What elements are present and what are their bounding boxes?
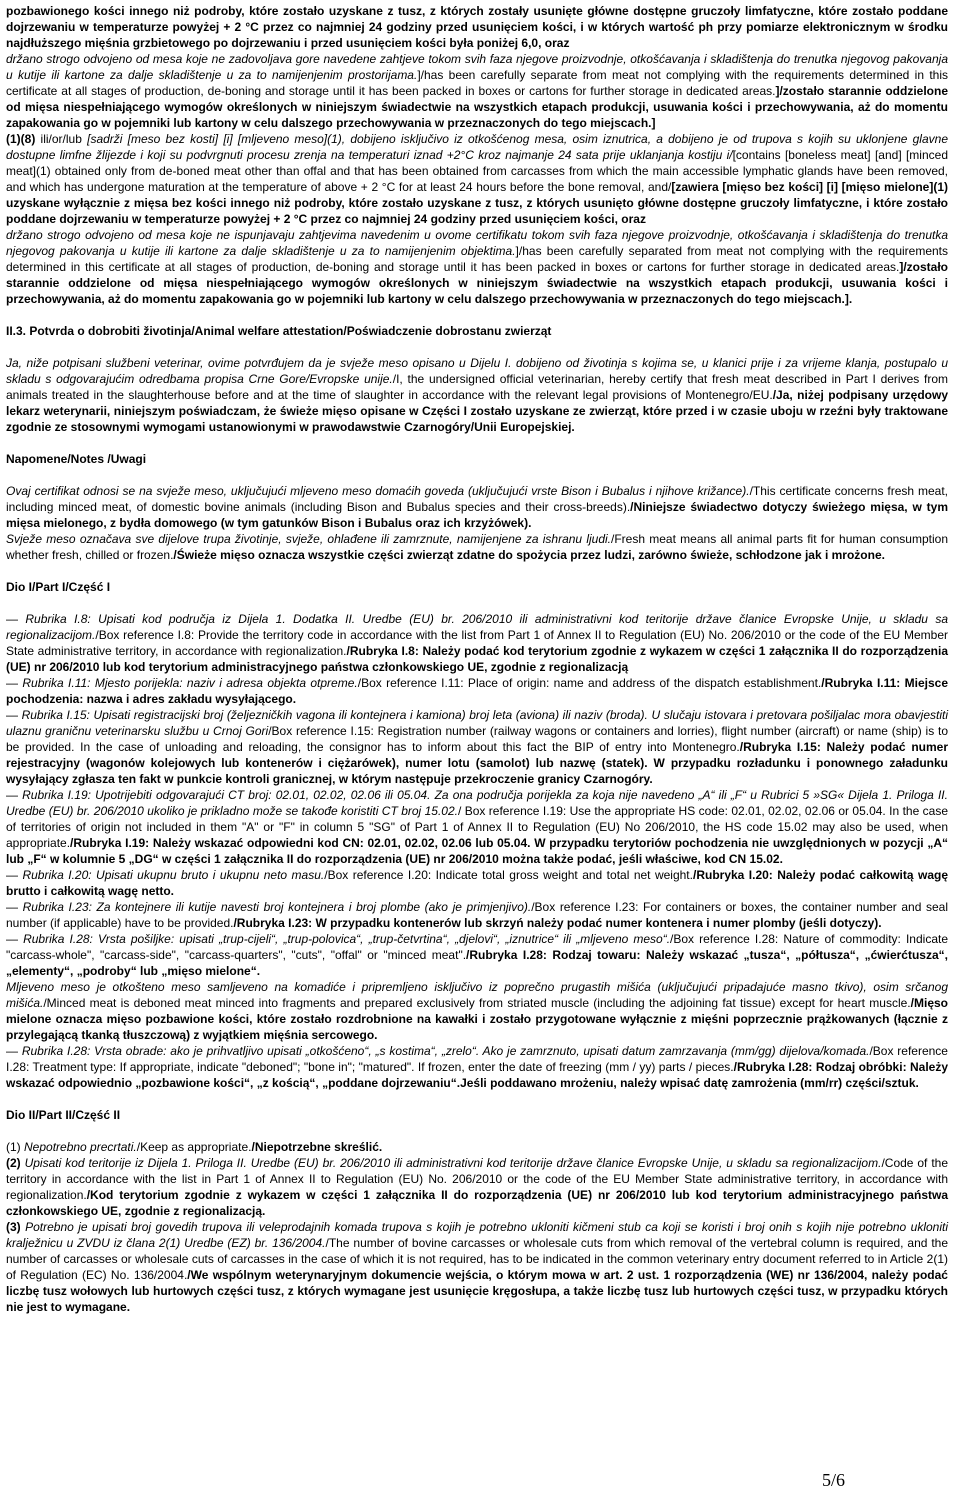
text-run: Rubrika I.23: Za kontejnere ili kutije navesti broj kontejnera i broj plombe (ako je primjenjivo). [22, 900, 532, 914]
text-run: (2) [6, 1156, 25, 1170]
text-run: ]/zostało starannie oddzielone od mięsa niespełniającego wymogów określonych w niniejszym świadectwie na wszystkich etapach produkcji, usuwania kości i przechowywania, aż do momentu zapakowania go w pojemniki lub kartony w celu dalszego przechowywania w przeznaczonych do tego miejscach.]. [6, 260, 948, 306]
page-number: 5/6 [822, 1470, 846, 1490]
text-run: — [6, 868, 23, 882]
text-run: /Box reference I.28: Treatment type: If appropriate, indicate "deboned"; "bone in"; "matured". If frozen, enter the date of freezing (mm / yy) parts / pieces. [6, 1044, 948, 1074]
text-run: držano strogo odvojeno od mesa koje ne zadovoljava gore navedene zahtjeve tokom svih faza njegove proizvodnje, otkošćavanja i skladištenja do trenutka njegovog pakovanja u kutije ili kartone za dalje skladištenje u za to namijenjenim prostorijama. [6, 52, 948, 82]
text-run: /Box reference I.11: Place of origin: name and address of the dispatch establishment. [357, 676, 822, 690]
paragraph [6, 3, 948, 51]
text-run: ]/has been carefully separated from meat not complying with the requirements determined in this certificate at all stages of production, de-boning and storage until it has been packed in boxes or cartons for further storage in dedicated areas. [6, 244, 949, 274]
text-run: Potrebno je upisati broj govedih trupova ili veleprodajnih komada trupova s kojih je potrebno ukloniti kičmeni stub ca koji se koristi i broj onih s kojih nije potrebno ukloniti kralježnicu u ZVDU iz člana 2(1) Uredbe (EZ) br. 136/2004. [6, 1220, 949, 1250]
paragraph [6, 227, 948, 307]
footnote [6, 1139, 948, 1155]
text-run: — [6, 612, 26, 626]
paragraph [6, 131, 948, 227]
text-run: /Rubryka I.19: Należy wskazać odpowiedni kod CN: 02.01, 02.02, 02.06 lub 05.04. W przypadku terytoriów pochodzenia nie uwzględnionych w pozycji „A“ lub „F“ w kolumnie 5 „DG“ w części 1 załącznika II do rozporządzenia (UE) nr 206/2010 można także podać, jeśli właściwe, kod CN 15.02. [6, 836, 948, 866]
note-item [6, 1043, 948, 1091]
note-item [6, 611, 948, 675]
text-run: pozbawionego kości innego niż podroby, które zostało uzyskane z tusz, z których zostały usunięte główne dostępne gruczoły limfatyczne, które zostało poddane dojrzewaniu w temperaturze powyżej + 2 °C przez co najmniej 24 godziny przed usunięciem kości, i w których wartość ph przy pomiarze elektronicznym w środku najdłuższego mięśnia grzbietowego po dojrzewaniu i przed usunięciem kości była poniżej 6,0, oraz [6, 4, 948, 50]
text-run: /Box reference I.8: Provide the territory code in accordance with the list from Part 1 of Annex II to Regulation (EU) No. 206/2010 or the code of the EU Member State administrative territory, in accordance with regionalization. [6, 628, 948, 658]
footnote [6, 1155, 948, 1219]
text-run: /Rubryka I.11: Miejsce pochodzenia: nazwa i adres zakładu wysyłającego. [6, 676, 949, 706]
text-run: ]/has been carefully separate from meat not complying with the requirements determined in this certificate at all stages of production, de-boning and storage until it has been packed in boxes or cartons for further storage in dedicated areas. [6, 68, 949, 98]
text-run: /This certificate concerns fresh meat, including minced meat, of domestic bovine animals (including Bison and Bubalus species and their cross-breeds). [6, 484, 948, 514]
paragraph [6, 483, 948, 531]
text-run: držano strogo odvojeno od mesa koje ne ispunjavaju zahtjevima navedenim u ovome certifikatu tokom svih faza njegove proizvodnje, otkošćavanja i skladištenja do trenutka njegovog pakovanja u kutije ili kartone za dalje skladištenje u za to namijenjenim objektima. [6, 228, 948, 258]
text-run: — [6, 932, 24, 946]
document-page [6, 3, 948, 1315]
text-run: — [6, 788, 23, 802]
text-run: /Keep as appropriate. [136, 1140, 252, 1154]
note-item [6, 899, 948, 931]
text-run: /Fresh meat means all animal parts fit for human consumption whether fresh, chilled or frozen. [6, 532, 948, 562]
text-run: /Box reference I.20: Indicate total gross weight and total net weight. [324, 868, 693, 882]
text-run: ili/or/lub [40, 132, 88, 146]
text-run: — [6, 1044, 22, 1058]
text-run: [contains [boneless meat] [and] [minced meat](1) obtained only from de-boned meat other than offal and that has been obtained from carcasses from which the main accessible lymphatic glands have been removed, and which has undergone maturation at the temperature of above + 2 °C for at least 24 hours before the bone removal, and/ [6, 148, 948, 194]
part-i-heading: Dio I/Part I/Część I [6, 580, 111, 594]
text-run: Rubrika I.28: Vrsta pošiljke: upisati „trup-cijeli“, „trup-polovica“, „trup-četvrtina“, „djelovi“, „iznutrice“ ili „mljeveno meso“. [23, 932, 671, 946]
text-run: [sadrži [meso bez kosti] [i] [mljeveno meso](1), dobijeno isključivo iz otkošćenog mesa, osim iznutrica, a dobijeno je od trupova s kojih su uklonjene glavne dostupne limfne žlijezde i koji su podvrgnuti procesu zrenja na temperaturi iznad +2°C kroz najmanje 24 sata prije uklanjanja kostiju i/ [6, 132, 948, 162]
text-run: / Box reference I.19: Use the appropriate HS code: 02.01, 02.02, 02.06 or 05.04. In the case of territories of origin not included in them "A" or "F" in column 5 "SG" of Part 1 of Annex II to Regulation (EU) No 206/2010, the HS code 15.02 may also be used, when appropriate. [6, 804, 948, 850]
text-run: /Rubryka I.28: Rodzaj obróbki: Należy wskazać odpowiednio „pozbawione kości“, „z kością“, „poddane dojrzewaniu“.Jeśli poddawano mrożeniu, należy wpisać datę zamrożenia (mm/rr) części/sztuk. [6, 1060, 948, 1090]
text-run: Rubrika I.15: Upisati registracijski broj (željezničkih vagona ili kontejnera i kamiona) broj leta (aviona) ili naziv (broda). U slučaju istovara i pretovara pošiljalac mora obavjestiti ulaznu graničnu veterinarsku službu u Crnoj Gori [6, 708, 948, 738]
text-run: Rubrika I.11: Mjesto porijekla: naziv i adresa objekta otpreme. [22, 676, 358, 690]
text-run: — [6, 708, 22, 722]
notes-heading: Napomene/Notes /Uwagi [6, 452, 147, 466]
text-run: Mljeveno meso je otkošteno meso samljeveno na komadiće i pripremljeno isključivo iz poprečno prugastih mišića (uključujući pripadajuće masno tkivo), osim srčanog mišića. [6, 980, 948, 1010]
paragraph [6, 355, 948, 435]
text-run: /Kod terytorium zgodnie z wykazem w części 1 załącznika II do rozporządzenia (UE) nr 206/2010 lub kod terytorium administracyjnego państwa członkowskiego UE, zgodnie z regionalizacją. [6, 1188, 948, 1218]
text-run: /I, the undersigned official veterinarian, hereby certify that fresh meat described in Part I derives from animals treated in the slaughterhouse before and at the time of slaughter in accordance with the relevant legal provisions of Montenegro/EU. [6, 372, 948, 402]
note-item [6, 787, 948, 867]
text-run: /Box reference I.28: Nature of commodity: Indicate "carcass-whole", "carcass-side", "carcass-quarters", "cuts", "offal" or "minced meat". [6, 932, 948, 962]
note-item [6, 979, 948, 1043]
text-run: ]/zostało starannie oddzielone od mięsa niespełniającego wymogów określonych w niniejszym świadectwie na wszystkich etapach produkcji, usuwania kości i przechowywania, aż do momentu zapakowania go w pojemniki lub kartony w celu dalszego przechowywania w przeznaczonych do tego miejscach.] [6, 84, 948, 130]
text-run: /Minced meat is deboned meat minced into fragments and prepared exclusively from striated muscle (including the adjoining fat tissue) except for heart muscle. [43, 996, 911, 1010]
text-run: [zawiera [mięso bez kości] [i] [mięso mielone](1) uzyskane wyłącznie z mięsa bez kości innego niż podroby, które zostało uzyskane z tusz, z których usunięto główne dostępne gruczoły limfatyczne, i które zostało poddane dojrzewaniu w temperaturze powyżej + 2 °C przez co najmniej 24 godziny przed usunięciem kości, oraz [6, 180, 949, 226]
text-run: Nepotrebno precrtati. [24, 1140, 137, 1154]
text-run: /Box reference I.15: Registration number (railway wagons or containers and lorries), flight number (aircraft) or name (ship) is to be provided. In the case of unloading and reloading, the consignor has to inform about this fact the BIP of entry into Montenegro. [6, 724, 948, 754]
text-run: (3) [6, 1220, 26, 1234]
text-run: (1)(8) [6, 132, 41, 146]
note-item [6, 707, 948, 787]
note-item [6, 675, 948, 707]
text-run: Rubrika I.19: Upotrijebiti odgovarajući CT broj: 02.01, 02.02, 02.06 ili 05.04. Za ona područja porijekla za koja nije navedeno „A“ ili „F“ u Rubrici 5 »SG« Dijela 1. Priloga II. Uredbe (EU) br. 206/2010 ukoliko je prikladno može se takođe koristiti CT broj 15.02. [6, 788, 948, 818]
note-item [6, 867, 948, 899]
text-run: /Rubryka I.23: W przypadku kontenerów lub skrzyń należy podać numer kontenera i numer plomby (jeśli dotyczy). [233, 916, 882, 930]
part-ii-heading: Dio II/Part II/Część II [6, 1108, 121, 1122]
note-item [6, 931, 948, 979]
text-run: /Box reference I.23: For containers or boxes, the container number and seal number (if applicable) have to be provided. [6, 900, 948, 930]
text-run: /Niniejsze świadectwo dotyczy świeżego mięsa, w tym mięsa mielonego, z bydła domowego (w tym gatunków Bison i Bubalus oraz ich krzyżówek). [6, 500, 948, 530]
text-run: Upisati kod teritorije iz Dijela 1. Priloga II. Uredbe (EU) br. 206/2010 ili administrativni kod teritorije države članice Evropske Unije, u skladu sa regionalizacijom. [24, 1156, 882, 1170]
text-run: — [6, 676, 23, 690]
text-run: Rubrika I.28: Vrsta obrade: ako je prihvatljivo upisati „otkošćeno“, „s kostima“, „zrelo“. Ako je zamrznuto, upisati datum zamrzavanja (mm/gg) dijelova/komada. [21, 1044, 870, 1058]
paragraph [6, 51, 948, 131]
text-run: Rubrika I.20: Upisati ukupnu bruto i ukupnu neto masu. [22, 868, 325, 882]
footnote [6, 1219, 948, 1315]
text-run: (1) [6, 1140, 24, 1154]
text-run: /We wspólnym weterynaryjnym dokumencie wejścia, o którym mowa w art. 2 ust. 1 rozporządzenia (WE) nr 136/2004, należy podać liczbę tusz wołowych lub hurtowych części tusz, z których wymagane jest usunięcie kręgosłupa, a także liczbę tusz lub hurtowych części tusz, w przypadku których nie jest to wymagane. [6, 1268, 948, 1314]
text-run: /Świeże mięso oznacza wszystkie części zwierząt zdatne do spożycia przez ludzi, zarówno świeże, schłodzone jak i mrożone. [173, 548, 885, 562]
text-run: /Rubryka I.15: Należy podać numer rejestracyjny (wagonów kolejowych lub kontenerów i ciężarówek), numer lotu (samolot) lub nazwę (statek). W przypadku rozładunku i ponownego załadunku wysyłający zgłasza ten fakt w punkcie kontroli granicznej, w którym następuje przekroczenie granicy Czarnogóry. [6, 740, 948, 786]
text-run: /Mięso mielone oznacza mięso pozbawione kości, które zostało rozdrobnione na kawałki i zostało przygotowane wyłącznie z mięśni poprzecznie prążkowanych (łącznie z przylegającą tkanką tłuszczową) z wyjątkiem mięśnia sercowego. [6, 996, 948, 1042]
text-run: Ovaj certifikat odnosi se na svježe meso, uključujući mljeveno meso domaćih goveda (uključujući vrste Bison i Bubalus i njihove križance). [6, 484, 750, 498]
text-run: /The number of bovine carcasses or wholesale cuts from which removal of the vertebral column is required, and the number of carcasses or wholesale cuts of carcasses in the case of which it is not required, has to be indicated in the common veterinary entry document referred to in Article 2(1) of Regulation (EC) No. 136/2004. [6, 1236, 949, 1282]
text-run: Svježe meso označava sve dijelove trupa životinje, svježe, ohlađene ili zamrznute, namijenjene za ishranu ljudi. [6, 532, 612, 546]
text-run: Ja, niže potpisani službeni veterinar, ovime potvrđujem da je svježe meso opisano u Dijelu I. dobijeno od životinja s kojima se, u klanici prije i za vrijeme klanja, postupalo u skladu s odgovarajućim odredbama propisa Crne Gore/Evropske unije. [6, 356, 948, 386]
text-run: /Niepotrzebne skreślić. [251, 1140, 383, 1154]
text-run: /Rubryka I.8: Należy podać kod terytorium zgodnie z wykazem w części 1 załącznika II do rozporządzenia (UE) nr 206/2010 lub kod terytorium administracyjnego państwa członkowskiego UE, zgodnie z regionalizacją [6, 644, 949, 674]
text-run: /Rubryka I.20: Należy podać całkowitą wagę brutto i całkowitą wagę netto. [6, 868, 949, 898]
text-run: — [6, 900, 23, 914]
text-run: Rubrika I.8: Upisati kod područja iz Dijela 1. Dodatka II. Uredbe (EU) br. 206/2010 ili administrativni kod teritorije države članice Evropske Unije, u skladu sa regionalizacijom. [6, 612, 949, 642]
section-heading-ii3: II.3. Potvrda o dobrobiti životinja/Animal welfare attestation/Poświadczenie dobrostanu zwierząt [6, 324, 552, 338]
text-run: /Code of the territory in accordance with the list in Part 1 of Annex II to Regulation (EU) No. 206/2010 or the code of the EU Member State administrative territory, in accordance with regionalization. [6, 1156, 948, 1202]
text-run: /Rubryka I.28: Rodzaj towaru: Należy wskazać „tusza“, „półtusza“, „ćwierćtusza“, „elementy“, „podroby“ lub „mięso mielone“. [6, 948, 948, 978]
paragraph [6, 531, 948, 563]
text-run: /Ja, niżej podpisany urzędowy lekarz weterynarii, niniejszym poświadczam, że świeże mięso opisane w Części I zostało uzyskane ze zwierząt, które przed i w czasie uboju w rzeźni były traktowane zgodnie ze stosownymi wymogami ustanowionymi w prawodawstwie Czarnogóry/Unii Europejskiej. [6, 388, 948, 434]
